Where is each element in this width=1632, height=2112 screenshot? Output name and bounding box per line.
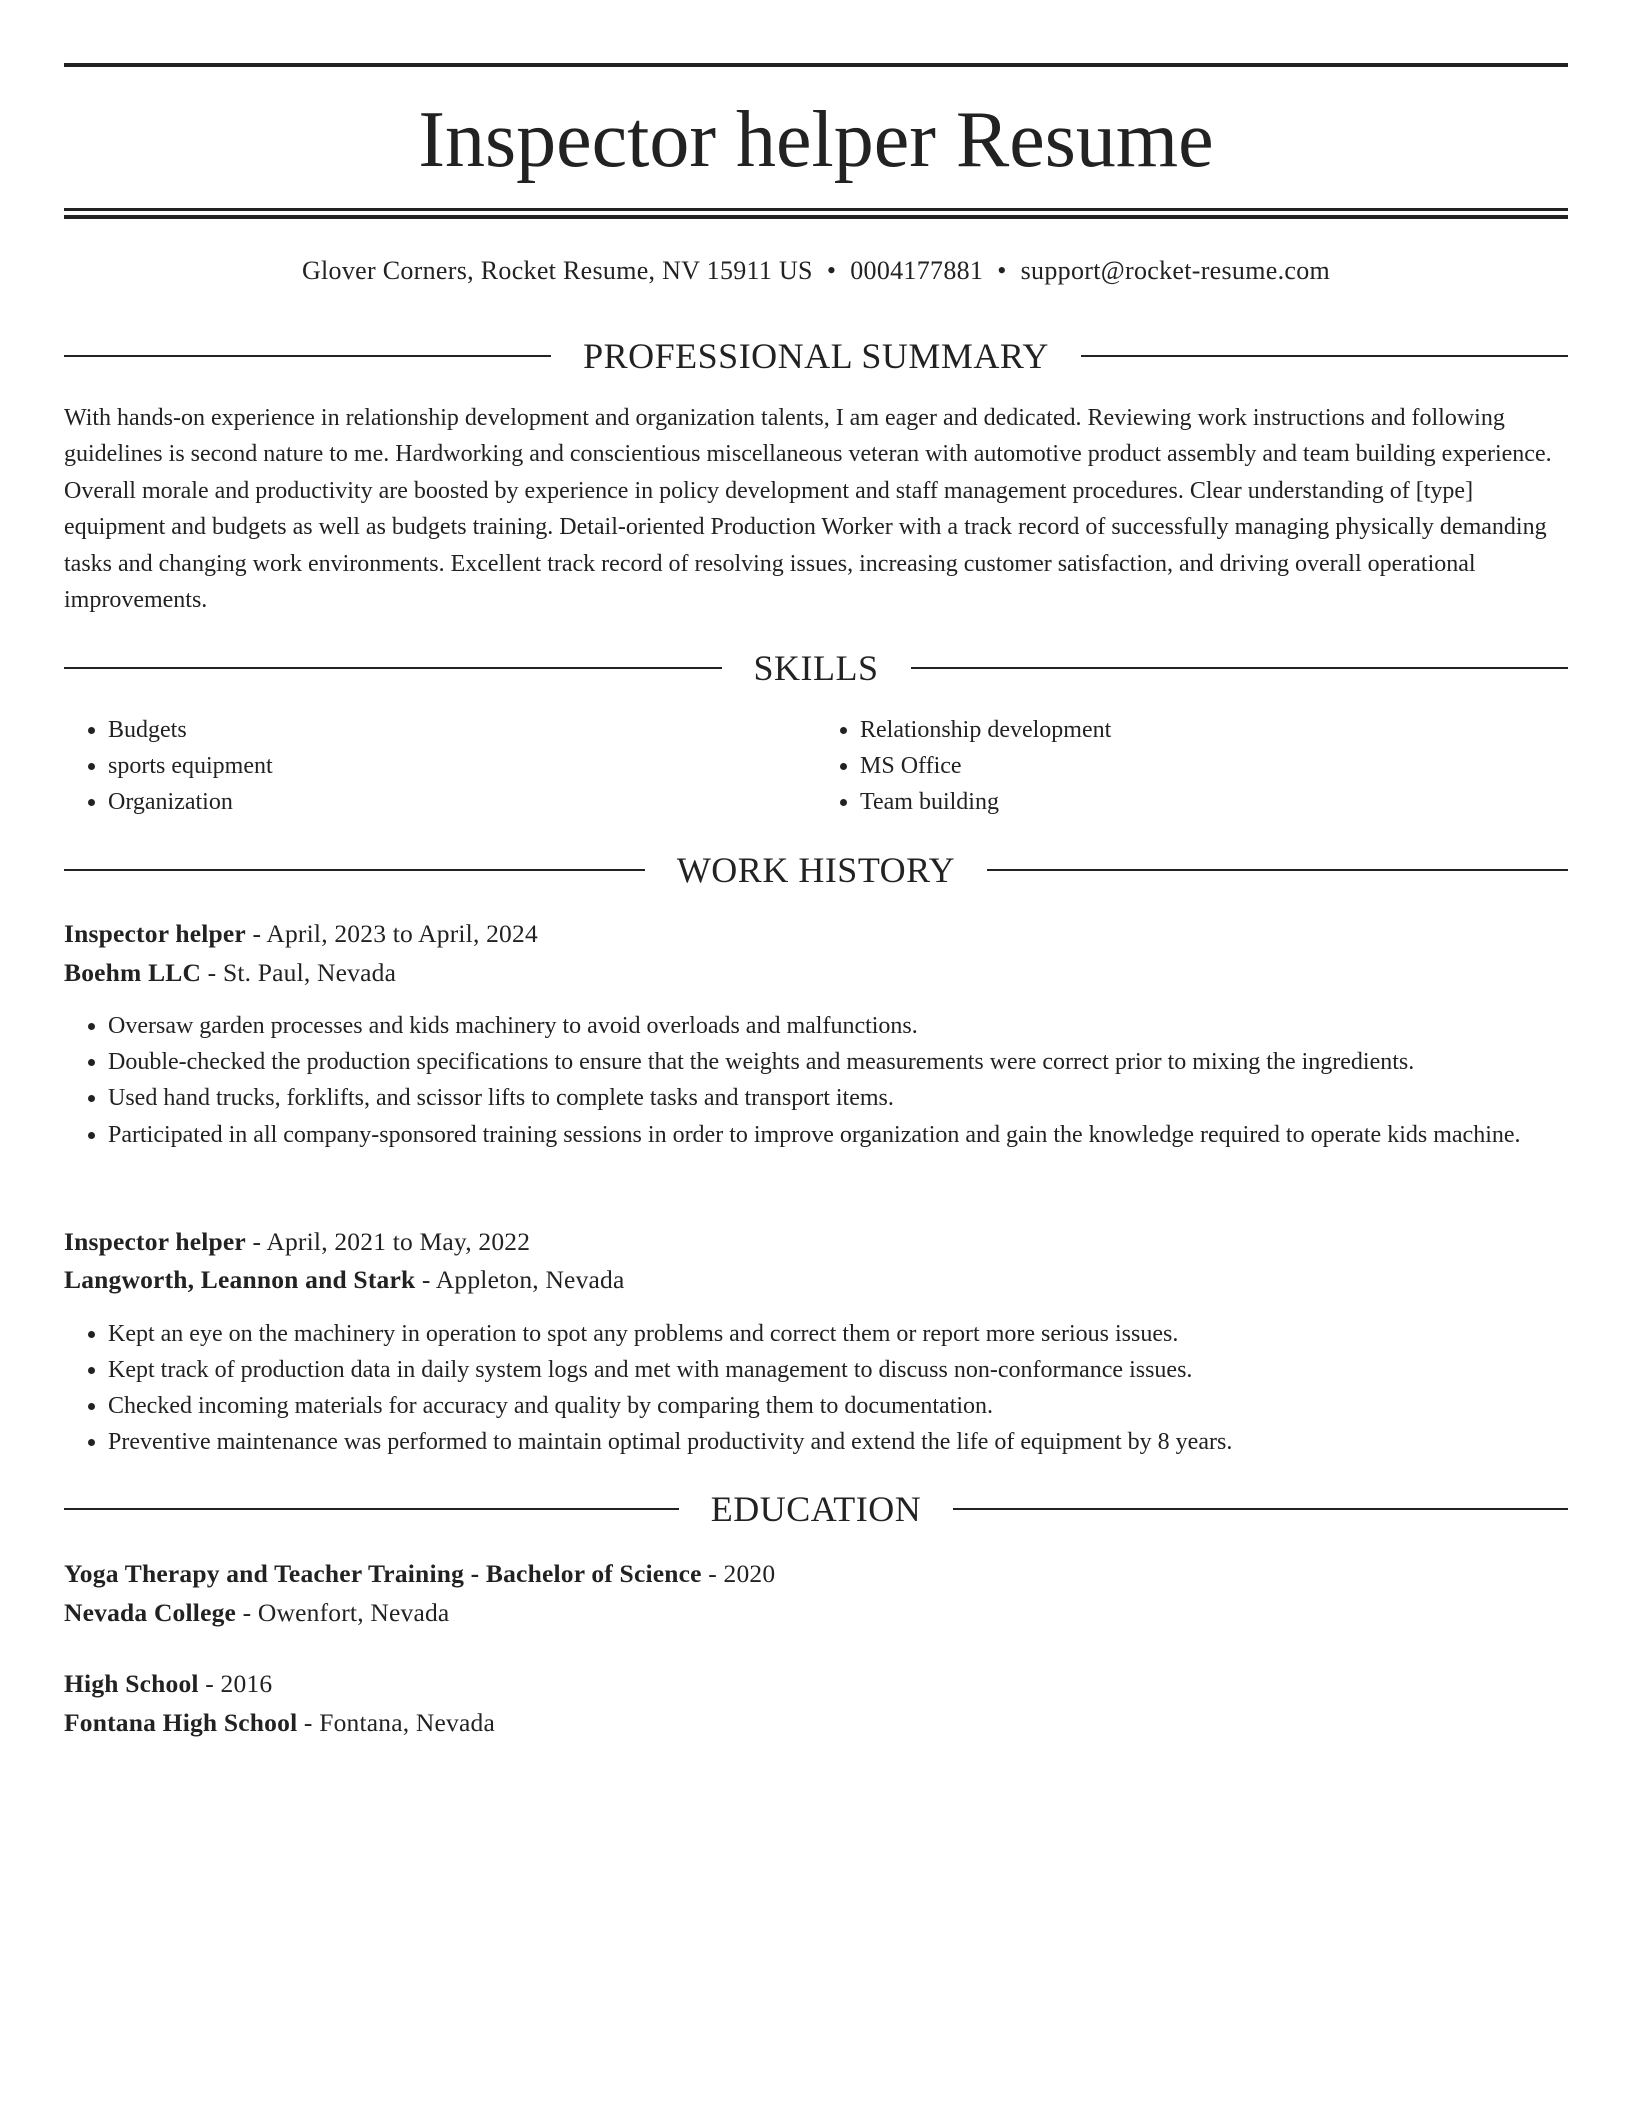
job-company-line xyxy=(64,955,1568,991)
job-bullet: • Participated in all company-sponsored training sessions in order to improve organization and gain the knowledge required to operate kids machine. xyxy=(108,1116,1568,1154)
job-company: Boehm LLC xyxy=(64,958,202,987)
skill-item: • Team building xyxy=(860,784,1568,820)
skills-column-right xyxy=(816,712,1568,820)
resume-title: Inspector helper Resume xyxy=(418,96,1214,184)
education-school-line xyxy=(64,1705,1568,1741)
job-dates: - April, 2021 to May, 2022 xyxy=(245,1227,531,1256)
job-bullets xyxy=(64,1316,1568,1460)
heading-rule xyxy=(64,667,722,669)
job-bullet: • Kept an eye on the machinery in operation to spot any problems and correct them or report more serious issues. xyxy=(108,1316,1568,1352)
section-heading-education xyxy=(64,1487,1568,1531)
section-heading-work xyxy=(64,848,1568,892)
education-school-line xyxy=(64,1595,1568,1631)
skill-item: • sports equipment xyxy=(108,748,816,784)
education-year: - 2016 xyxy=(198,1669,273,1698)
job-bullet: • Oversaw garden processes and kids machinery to avoid overloads and malfunctions. xyxy=(108,1008,1568,1044)
section-title: WORK HISTORY xyxy=(676,850,956,890)
skill-item: • Organization xyxy=(108,784,816,820)
heading-rule xyxy=(1081,355,1568,357)
summary-text: With hands-on experience in relationship development and organization talents, I am eager and dedicated. Reviewing work instructions and following guidelines is second nature to me. Hardworking and conscientious miscellaneous veteran with automotive product assembly and team building experience. Overall morale and productivity are boosted by experience in policy development and staff management procedures. Clear understanding of [type] equipment and budgets as well as budgets training. Detail-oriented Production Worker with a track record of successfully managing physically demanding tasks and changing work environments. Excellent track record of resolving issues, increasing customer satisfaction, and driving overall operational improvements. xyxy=(64,405,1552,614)
heading-rule xyxy=(987,869,1568,871)
education-degree: High School xyxy=(64,1669,199,1698)
job-company-line xyxy=(64,1262,1568,1298)
job-bullet: • Double-checked the production specifications to ensure that the weights and measurements were correct prior to mixing the ingredients. xyxy=(108,1044,1568,1080)
job-location: - Appleton, Nevada xyxy=(415,1265,625,1294)
top-rule xyxy=(64,63,1568,67)
section-title: EDUCATION xyxy=(710,1489,922,1529)
education-school: Fontana High School xyxy=(64,1708,298,1737)
contact-line xyxy=(64,254,1568,288)
job-bullet: • Preventive maintenance was performed to maintain optimal productivity and extend the life of equipment by 8 years. xyxy=(108,1424,1568,1460)
education-location: - Owenfort, Nevada xyxy=(236,1598,450,1627)
skill-item: • Budgets xyxy=(108,712,816,748)
heading-rule xyxy=(64,869,645,871)
contact-separator: • xyxy=(997,256,1007,285)
job-title-line xyxy=(64,1224,1568,1260)
education-school: Nevada College xyxy=(64,1598,237,1627)
section-heading-skills xyxy=(64,646,1568,690)
section-heading-summary xyxy=(64,334,1568,378)
education-degree-line xyxy=(64,1666,1568,1702)
heading-rule xyxy=(64,1508,679,1510)
job-bullet: • Used hand trucks, forklifts, and scissor lifts to complete tasks and transport items. xyxy=(108,1080,1568,1116)
job-title-line xyxy=(64,916,1568,952)
heading-rule xyxy=(953,1508,1568,1510)
skills-list xyxy=(64,712,1568,820)
education-degree-line xyxy=(64,1556,1568,1592)
education-location: - Fontana, Nevada xyxy=(297,1708,495,1737)
education-year: - 2020 xyxy=(701,1559,776,1588)
contact-email: support@rocket-resume.com xyxy=(1020,256,1331,285)
title-rule-upper xyxy=(64,208,1568,211)
education-degree: Yoga Therapy and Teacher Training - Bachelor of Science xyxy=(64,1559,702,1588)
contact-address: Glover Corners, Rocket Resume, NV 15911 US xyxy=(301,256,813,285)
skill-item: • MS Office xyxy=(860,748,1568,784)
skills-column-left xyxy=(64,712,816,820)
heading-rule xyxy=(911,667,1569,669)
title-rule-lower xyxy=(64,215,1568,219)
job-title: Inspector helper xyxy=(64,1227,246,1256)
job-dates: - April, 2023 to April, 2024 xyxy=(245,919,538,948)
contact-phone: 0004177881 xyxy=(850,256,984,285)
contact-separator: • xyxy=(826,256,837,285)
job-bullet: • Kept track of production data in daily system logs and met with management to discuss non-conformance issues. xyxy=(108,1352,1568,1388)
job-company: Langworth, Leannon and Stark xyxy=(64,1265,416,1294)
job-bullet: • Checked incoming materials for accuracy and quality by comparing them to documentation. xyxy=(108,1388,1568,1424)
heading-rule xyxy=(64,355,551,357)
job-location: - St. Paul, Nevada xyxy=(201,958,397,987)
job-bullets xyxy=(64,1008,1568,1154)
job-title: Inspector helper xyxy=(64,919,246,948)
section-title: SKILLS xyxy=(753,648,879,688)
skill-item: • Relationship development xyxy=(860,712,1568,748)
section-title: PROFESSIONAL SUMMARY xyxy=(583,336,1049,376)
